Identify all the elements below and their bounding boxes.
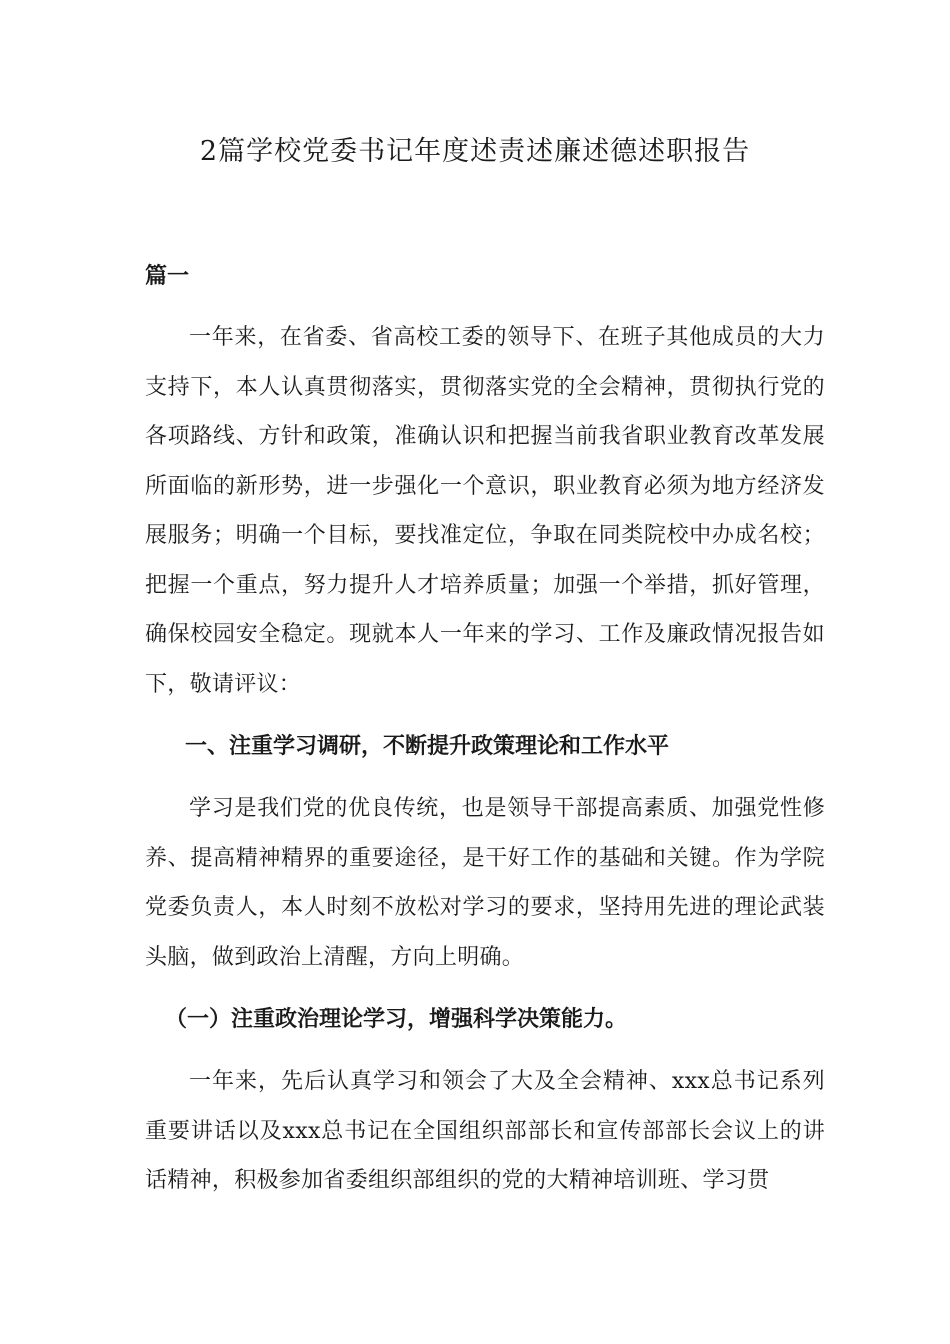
paragraph-intro: 一年来，在省委、省高校工委的领导下、在班子其他成员的大力支持下，本人认真贯彻落实，贯彻落实党的全会精神，贯彻执行党的各项路线、方针和政策，准确认识和把握当前我省职业教育改革发展所面临的新形势，进一步强化一个意识，职业教育必须为地方经济发展服务；明确一个目标，要找准定位，争取在同类院校中办成名校；把握一个重点，努力提升人才培养质量；加强一个举措，抓好管理，确保校园安全稳定。现就本人一年来的学习、工作及廉政情况报告如下，敬请评议： [145,325,825,697]
heading-study-research: 一、注重学习调研，不断提升政策理论和工作水平 [185,734,670,759]
paragraph-political-theory: 一年来，先后认真学习和领会了大及全会精神、xxx总书记系列重要讲话以及xxx总书记在全国组织部部长和宣传部部长会议上的讲话精神，积极参加省委组织部组织的党的大精神培训班、学习贯 [145,1069,825,1193]
subheading-political-theory: （一）注重政治理论学习，增强科学决策能力。 [165,1007,628,1032]
document-title: 2篇学校党委书记年度述责述廉述德述职报告 [199,136,751,167]
section-label: 篇一 [145,264,190,289]
paragraph-study: 学习是我们党的优良传统，也是领导干部提高素质、加强党性修养、提高精神精界的重要途径，是干好工作的基础和关键。作为学院党委负责人，本人时刻不放松对学习的要求，坚持用先进的理论武装头脑，做到政治上清醒，方向上明确。 [145,796,825,970]
